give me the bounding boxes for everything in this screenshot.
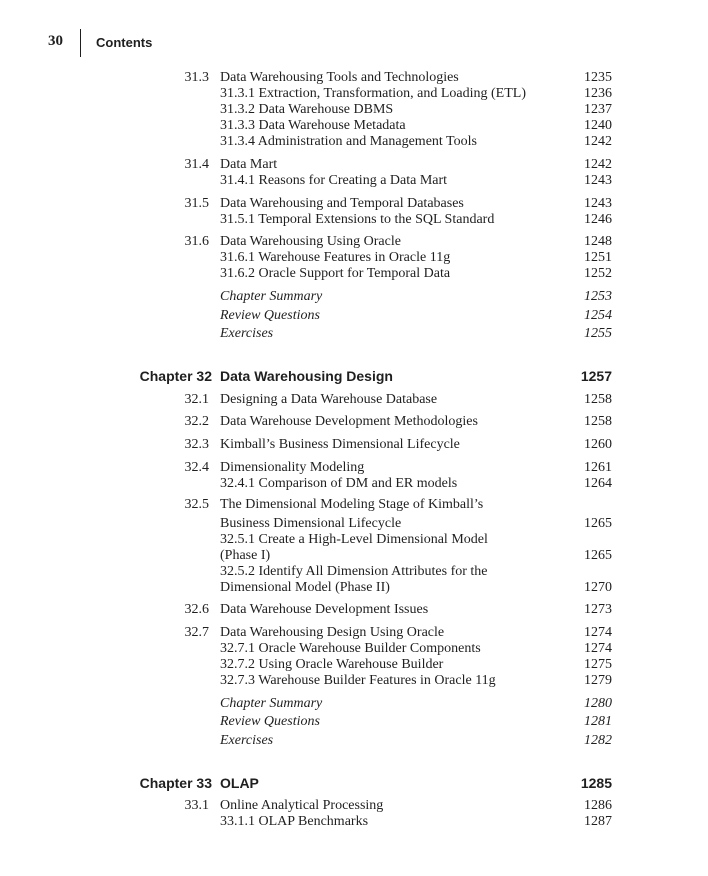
toc-subsection-continued	[0, 547, 708, 564]
toc-title: 31.6.2 Oracle Support for Temporal Data	[220, 266, 451, 281]
toc-title: Online Analytical Processing	[220, 798, 384, 813]
toc-page: 1275	[584, 657, 612, 672]
toc-page: 1237	[584, 102, 612, 117]
toc-section-continued	[0, 515, 708, 532]
toc-title: 32.7.3 Warehouse Builder Features in Oracle 11g	[220, 673, 496, 688]
toc-section	[0, 797, 708, 814]
toc-page: 1252	[584, 266, 612, 281]
toc-subsection	[0, 85, 708, 102]
toc-number: 32.2	[184, 414, 209, 429]
toc-section	[0, 195, 708, 212]
toc-title: Designing a Data Warehouse Database	[220, 392, 438, 407]
toc-page: 1258	[584, 392, 612, 407]
toc-section	[0, 436, 708, 453]
toc-subsection	[0, 249, 708, 266]
toc-page: 1265	[584, 516, 612, 531]
toc-chapter-number: Chapter 33	[139, 775, 212, 791]
toc-title: Dimensional Model (Phase II)	[220, 580, 390, 595]
toc-page: 1243	[584, 196, 612, 211]
toc-title: Data Warehousing Design Using Oracle	[220, 625, 445, 640]
toc-page: 1265	[584, 548, 612, 563]
toc-subsection	[0, 117, 708, 134]
toc-page: 1282	[584, 733, 612, 748]
toc-title: Data Warehousing and Temporal Databases	[220, 196, 464, 211]
toc-page: 1274	[584, 625, 612, 640]
toc-number: 32.6	[184, 602, 209, 617]
toc-title: 33.1.1 OLAP Benchmarks	[220, 814, 369, 829]
toc-end-matter	[0, 288, 708, 305]
toc-page: 1260	[584, 437, 612, 452]
toc-number: 32.1	[184, 392, 209, 407]
toc-chapter	[0, 775, 708, 792]
toc-title: 31.3.4 Administration and Management Tools	[220, 134, 477, 149]
toc-page: 1253	[584, 289, 612, 304]
toc-number: 32.3	[184, 437, 209, 452]
toc-subsection	[0, 101, 708, 118]
toc-subsection	[0, 265, 708, 282]
toc-title: 32.7.1 Oracle Warehouse Builder Components	[220, 641, 481, 656]
toc-title: 32.7.2 Using Oracle Warehouse Builder	[220, 657, 444, 672]
toc-title: 31.6.1 Warehouse Features in Oracle 11g	[220, 250, 451, 265]
toc-page: 1270	[584, 580, 612, 595]
toc-subsection	[0, 531, 708, 548]
toc-subsection-continued	[0, 579, 708, 596]
toc-title: The Dimensional Modeling Stage of Kimball’s	[220, 497, 484, 512]
toc-page: 1243	[584, 173, 612, 188]
toc-subsection	[0, 172, 708, 189]
toc-subsection	[0, 813, 708, 830]
toc-page: 1286	[584, 798, 612, 813]
toc-number: 33.1	[184, 798, 209, 813]
toc-section	[0, 233, 708, 250]
toc-number: 31.3	[184, 70, 209, 85]
toc-title: Exercises	[220, 326, 274, 341]
toc-page: 1246	[584, 212, 612, 227]
toc-section	[0, 601, 708, 618]
toc-title: Data Warehousing Using Oracle	[220, 234, 401, 249]
toc-chapter	[0, 368, 708, 385]
toc-chapter-title: Data Warehousing Design	[220, 368, 393, 384]
toc-section	[0, 413, 708, 430]
toc-page: 1287	[584, 814, 612, 829]
toc-title: Review Questions	[220, 714, 320, 729]
toc-title: Data Mart	[220, 157, 278, 172]
toc-subsection	[0, 640, 708, 657]
toc-subsection	[0, 133, 708, 150]
toc-subsection	[0, 475, 708, 492]
toc-chapter-title: OLAP	[220, 775, 259, 791]
toc-section	[0, 496, 708, 513]
toc-number: 32.5	[184, 497, 209, 512]
toc-page: 1248	[584, 234, 612, 249]
toc-page: 1258	[584, 414, 612, 429]
toc-subsection	[0, 672, 708, 689]
toc-page: 1254	[584, 308, 612, 323]
toc-subsection	[0, 211, 708, 228]
toc-title: (Phase I)	[220, 548, 271, 563]
toc-title: 32.4.1 Comparison of DM and ER models	[220, 476, 458, 491]
toc-page: 1242	[584, 134, 612, 149]
toc-number: 32.4	[184, 460, 209, 475]
toc-title: Chapter Summary	[220, 289, 323, 304]
toc-section	[0, 624, 708, 641]
page-number: 30	[48, 33, 63, 49]
toc-title: Dimensionality Modeling	[220, 460, 365, 475]
toc-page: 1236	[584, 86, 612, 101]
toc-end-matter	[0, 695, 708, 712]
toc-subsection	[0, 563, 708, 580]
toc-title: Business Dimensional Lifecycle	[220, 516, 402, 531]
toc-page: 1285	[580, 775, 612, 791]
toc-number: 32.7	[184, 625, 209, 640]
toc-section	[0, 391, 708, 408]
toc-title: Data Warehouse Development Issues	[220, 602, 429, 617]
toc-page: 1240	[584, 118, 612, 133]
toc-title: 31.3.1 Extraction, Transformation, and Loading (ETL)	[220, 86, 526, 101]
toc-title: 31.3.3 Data Warehouse Metadata	[220, 118, 406, 133]
toc-page: 1274	[584, 641, 612, 656]
toc-section	[0, 156, 708, 173]
toc-end-matter	[0, 307, 708, 324]
toc-title: 31.4.1 Reasons for Creating a Data Mart	[220, 173, 448, 188]
toc-title: Exercises	[220, 733, 274, 748]
toc-page: 1261	[584, 460, 612, 475]
toc-end-matter	[0, 325, 708, 342]
toc-page: 1281	[584, 714, 612, 729]
toc-end-matter	[0, 732, 708, 749]
toc-title: 31.3.2 Data Warehouse DBMS	[220, 102, 394, 117]
toc-number: 31.4	[184, 157, 209, 172]
header-divider	[80, 29, 81, 57]
toc-section	[0, 459, 708, 476]
toc-end-matter	[0, 713, 708, 730]
toc-title: Kimball’s Business Dimensional Lifecycle	[220, 437, 460, 452]
toc-title: 32.5.1 Create a High-Level Dimensional Model	[220, 532, 488, 547]
toc-number: 31.5	[184, 196, 209, 211]
toc-title: Chapter Summary	[220, 696, 323, 711]
toc-page: 1255	[584, 326, 612, 341]
running-header-title: Contents	[96, 35, 153, 50]
toc-number: 31.6	[184, 234, 209, 249]
toc-page: 1235	[584, 70, 612, 85]
toc-section	[0, 69, 708, 86]
toc-page: 1279	[584, 673, 612, 688]
toc-page: 1264	[584, 476, 612, 491]
toc-page: 1280	[584, 696, 612, 711]
toc-subsection	[0, 656, 708, 673]
toc-chapter-number: Chapter 32	[139, 368, 212, 384]
toc-page: 1273	[584, 602, 612, 617]
toc-title: 32.5.2 Identify All Dimension Attributes for the	[220, 564, 488, 579]
toc-title: Data Warehouse Development Methodologies	[220, 414, 478, 429]
toc-title: Review Questions	[220, 308, 320, 323]
toc-title: 31.5.1 Temporal Extensions to the SQL Standard	[220, 212, 495, 227]
toc-page: 1251	[584, 250, 612, 265]
toc-page: 1257	[580, 368, 612, 384]
toc-page: 1242	[584, 157, 612, 172]
toc-title: Data Warehousing Tools and Technologies	[220, 70, 459, 85]
